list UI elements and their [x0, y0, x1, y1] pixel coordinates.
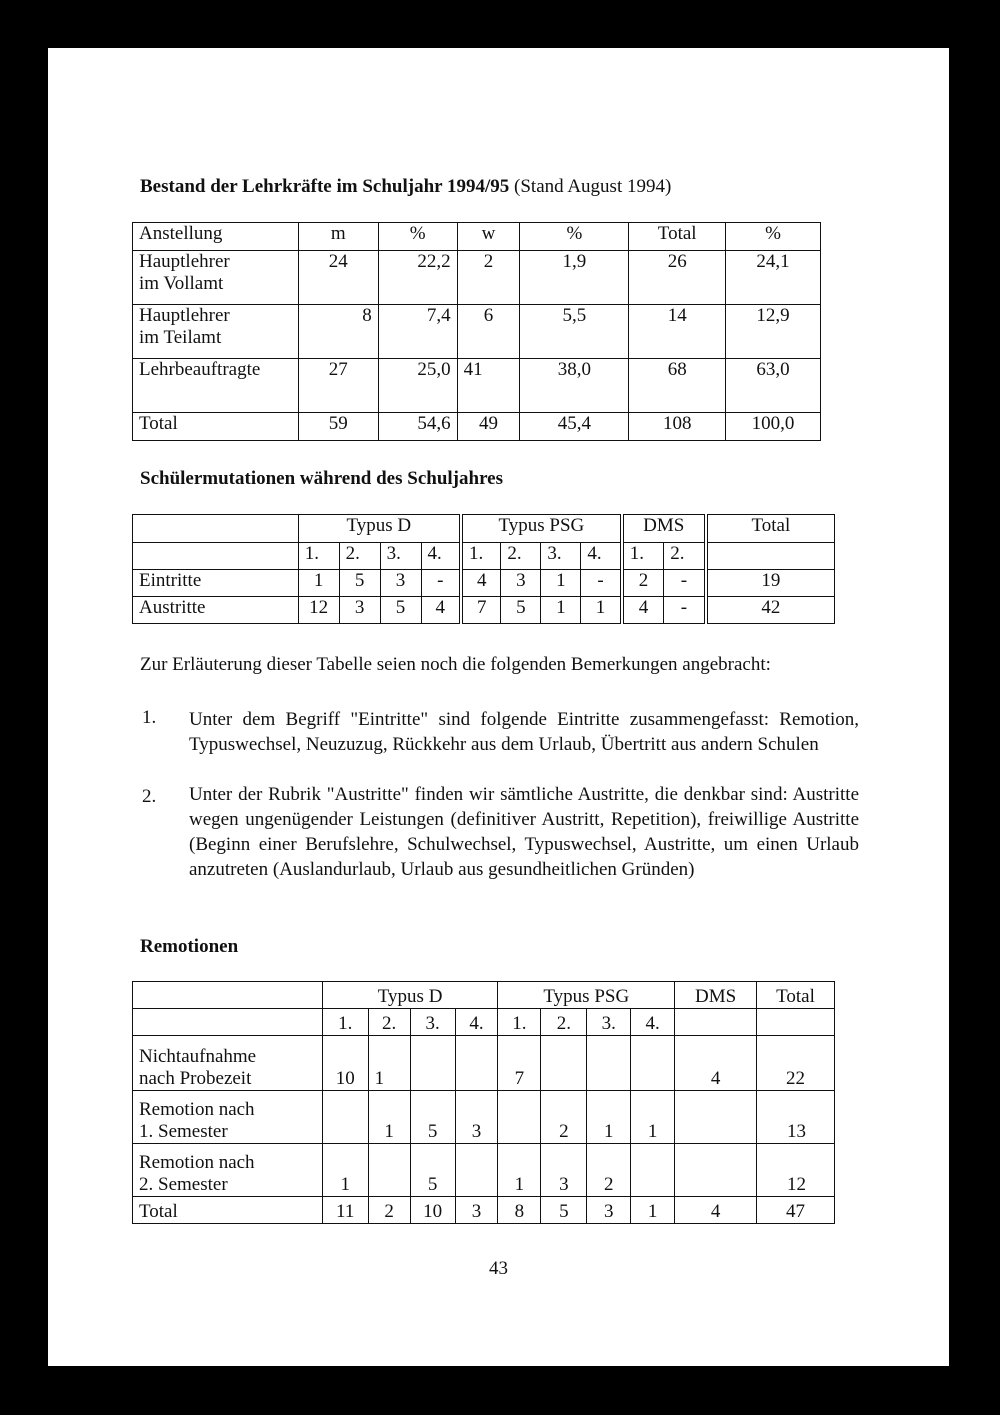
- table-cell: 24: [298, 251, 378, 305]
- row-label: Lehrbeauftragte: [133, 359, 299, 413]
- header-cell: %: [378, 223, 457, 251]
- table-cell: -: [664, 597, 706, 624]
- header-cell: w: [457, 223, 520, 251]
- group-header: DMS: [675, 982, 757, 1009]
- table-cell: 1: [541, 570, 581, 597]
- table-cell: 3: [541, 1144, 587, 1197]
- table-cell: [631, 1036, 675, 1091]
- list-number: 2.: [142, 786, 157, 807]
- sub-header: 2.: [501, 543, 541, 570]
- table-cell: 1: [541, 597, 581, 624]
- row-label: Hauptlehrer im Teilamt: [133, 305, 299, 359]
- table-cell: [322, 1091, 368, 1144]
- list-number: 1.: [142, 707, 157, 728]
- row-label: Total: [133, 1197, 323, 1224]
- sub-header: 1.: [461, 543, 501, 570]
- table-cell: 5: [541, 1197, 587, 1224]
- table-cell: 7,4: [378, 305, 457, 359]
- row-label: Remotion nach 1. Semester: [133, 1091, 323, 1144]
- sub-header: 3.: [380, 543, 421, 570]
- table-row: [133, 1091, 835, 1144]
- table-total-row: [133, 413, 821, 441]
- sub-header: 4.: [421, 543, 461, 570]
- table-cell: [675, 1144, 757, 1197]
- group-header: Total: [706, 515, 835, 543]
- section-title-remotions: Remotionen: [140, 936, 239, 957]
- table-cell: 6: [457, 305, 520, 359]
- table-cell: 3: [587, 1197, 631, 1224]
- table-row: [133, 570, 835, 597]
- table-cell: 1: [498, 1144, 541, 1197]
- table-header-row: [133, 223, 821, 251]
- table-cell: [675, 1091, 757, 1144]
- table-row: [133, 1036, 835, 1091]
- table-cell: [631, 1144, 675, 1197]
- table-cell: 2: [622, 570, 664, 597]
- section-title-mutations: Schülermutationen während des Schuljahres: [140, 468, 503, 489]
- table-cell: [587, 1036, 631, 1091]
- document-page: [48, 48, 949, 1366]
- table-cell: 5: [410, 1091, 455, 1144]
- table-cell: 19: [706, 570, 835, 597]
- header-cell: Anstellung: [133, 223, 299, 251]
- sub-header: 3.: [541, 543, 581, 570]
- table-cell: 14: [629, 305, 726, 359]
- table-cell: -: [581, 570, 622, 597]
- sub-header: 4.: [581, 543, 622, 570]
- sub-header: 1.: [322, 1009, 368, 1036]
- table-cell: 54,6: [378, 413, 457, 441]
- table-cell: 41: [457, 359, 520, 413]
- group-header: Typus D: [298, 515, 461, 543]
- mutations-table: [132, 514, 835, 624]
- group-header-row: [133, 515, 835, 543]
- table-row: [133, 305, 821, 359]
- table-cell: 5,5: [520, 305, 629, 359]
- table-cell: [498, 1091, 541, 1144]
- table-cell: 12: [298, 597, 339, 624]
- table-total-row: [133, 1197, 835, 1224]
- table-cell: 4: [622, 597, 664, 624]
- table-cell: 1,9: [520, 251, 629, 305]
- table-cell: -: [421, 570, 461, 597]
- sub-header: 1.: [298, 543, 339, 570]
- table-cell: 3: [455, 1091, 498, 1144]
- table-cell: [541, 1036, 587, 1091]
- table-cell: 5: [410, 1144, 455, 1197]
- table-cell: 108: [629, 413, 726, 441]
- table-cell: 5: [501, 597, 541, 624]
- table-cell: 1: [322, 1144, 368, 1197]
- table-cell: 4: [675, 1197, 757, 1224]
- sub-header: 3.: [587, 1009, 631, 1036]
- section-title-teachers: Bestand der Lehrkräfte im Schuljahr 1994/95 (Stand August 1994): [140, 176, 672, 197]
- table-cell: 5: [380, 597, 421, 624]
- table-cell: 10: [410, 1197, 455, 1224]
- table-cell: 22,2: [378, 251, 457, 305]
- table-row: [133, 359, 821, 413]
- table-cell: 1: [368, 1091, 410, 1144]
- table-cell: 2: [587, 1144, 631, 1197]
- table-cell: 24,1: [726, 251, 821, 305]
- table-cell: 38,0: [520, 359, 629, 413]
- table-row: [133, 251, 821, 305]
- table-cell: 13: [757, 1091, 835, 1144]
- table-cell: 100,0: [726, 413, 821, 441]
- table-cell: 1: [631, 1197, 675, 1224]
- header-cell: %: [520, 223, 629, 251]
- group-header: Typus PSG: [498, 982, 675, 1009]
- table-cell: 42: [706, 597, 835, 624]
- row-label: Hauptlehrer im Vollamt: [133, 251, 299, 305]
- table-cell: 27: [298, 359, 378, 413]
- table-cell: 2: [368, 1197, 410, 1224]
- header-cell: Total: [629, 223, 726, 251]
- table-cell: [455, 1036, 498, 1091]
- sub-header-row: [133, 1009, 835, 1036]
- table-cell: 49: [457, 413, 520, 441]
- row-label: Nichtaufnahme nach Probezeit: [133, 1036, 323, 1091]
- table-cell: 8: [498, 1197, 541, 1224]
- table-cell: [455, 1144, 498, 1197]
- table-cell: 7: [498, 1036, 541, 1091]
- sub-header: 2.: [339, 543, 380, 570]
- table-cell: 25,0: [378, 359, 457, 413]
- table-cell: 12,9: [726, 305, 821, 359]
- table-cell: 5: [339, 570, 380, 597]
- table-cell: 1: [631, 1091, 675, 1144]
- table-cell: 3: [339, 597, 380, 624]
- table-cell: 1: [581, 597, 622, 624]
- sub-header: 4.: [455, 1009, 498, 1036]
- table-cell: 47: [757, 1197, 835, 1224]
- table-cell: 26: [629, 251, 726, 305]
- table-cell: 3: [501, 570, 541, 597]
- row-label: Austritte: [133, 597, 299, 624]
- row-label: Total: [133, 413, 299, 441]
- header-cell: %: [726, 223, 821, 251]
- row-label: Eintritte: [133, 570, 299, 597]
- table-cell: [410, 1036, 455, 1091]
- sub-header: 2.: [368, 1009, 410, 1036]
- group-header: Total: [757, 982, 835, 1009]
- table-cell: 68: [629, 359, 726, 413]
- row-label: Remotion nach 2. Semester: [133, 1144, 323, 1197]
- sub-header-row: [133, 543, 835, 570]
- table-cell: 1: [368, 1036, 410, 1091]
- table-cell: [368, 1144, 410, 1197]
- sub-header: 3.: [410, 1009, 455, 1036]
- table-cell: 59: [298, 413, 378, 441]
- sub-header: 1.: [622, 543, 664, 570]
- table-cell: 1: [298, 570, 339, 597]
- notes-intro: Zur Erläuterung dieser Tabelle seien noch die folgenden Bemerkungen angebracht:: [140, 654, 771, 675]
- sub-header: 2.: [664, 543, 706, 570]
- remotions-table: [132, 981, 835, 1224]
- table-cell: 3: [455, 1197, 498, 1224]
- group-header: DMS: [622, 515, 706, 543]
- table-cell: 10: [322, 1036, 368, 1091]
- table-cell: 8: [298, 305, 378, 359]
- table-cell: 2: [457, 251, 520, 305]
- table-row: [133, 597, 835, 624]
- table-cell: 45,4: [520, 413, 629, 441]
- table-cell: 11: [322, 1197, 368, 1224]
- table-cell: 1: [587, 1091, 631, 1144]
- header-cell: m: [298, 223, 378, 251]
- table-cell: 4: [675, 1036, 757, 1091]
- table-cell: 7: [461, 597, 501, 624]
- sub-header: 2.: [541, 1009, 587, 1036]
- list-item: Unter dem Begriff "Eintritte" sind folgende Eintritte zusammengefasst: Remotion, Typuswechsel, Neuzuzug, Rückkehr aus dem Urlaub, Übertritt aus andern Schulen: [189, 709, 859, 755]
- teachers-table: [132, 222, 821, 441]
- group-header: Typus PSG: [461, 515, 622, 543]
- group-header-row: [133, 982, 835, 1009]
- table-cell: 3: [380, 570, 421, 597]
- table-cell: 4: [421, 597, 461, 624]
- table-cell: 22: [757, 1036, 835, 1091]
- table-cell: 4: [461, 570, 501, 597]
- sub-header: 1.: [498, 1009, 541, 1036]
- table-cell: 12: [757, 1144, 835, 1197]
- list-item: Unter der Rubrik "Austritte" finden wir sämtliche Austritte, die denkbar sind: Austritte wegen ungenügender Leistungen (definitiver Austritt, Repetition), freiwillige Austritte (Beginn einer Berufslehre, Schulwechsel, Typuswechsel, Austritte, um einen Urlaub anzutreten (Auslandurlaub, Urlaub aus gesundheitlichen Gründen): [189, 784, 859, 880]
- sub-header: 4.: [631, 1009, 675, 1036]
- group-header: Typus D: [322, 982, 498, 1009]
- table-cell: 63,0: [726, 359, 821, 413]
- table-row: [133, 1144, 835, 1197]
- page-number: 43: [489, 1258, 508, 1279]
- table-cell: 2: [541, 1091, 587, 1144]
- table-cell: -: [664, 570, 706, 597]
